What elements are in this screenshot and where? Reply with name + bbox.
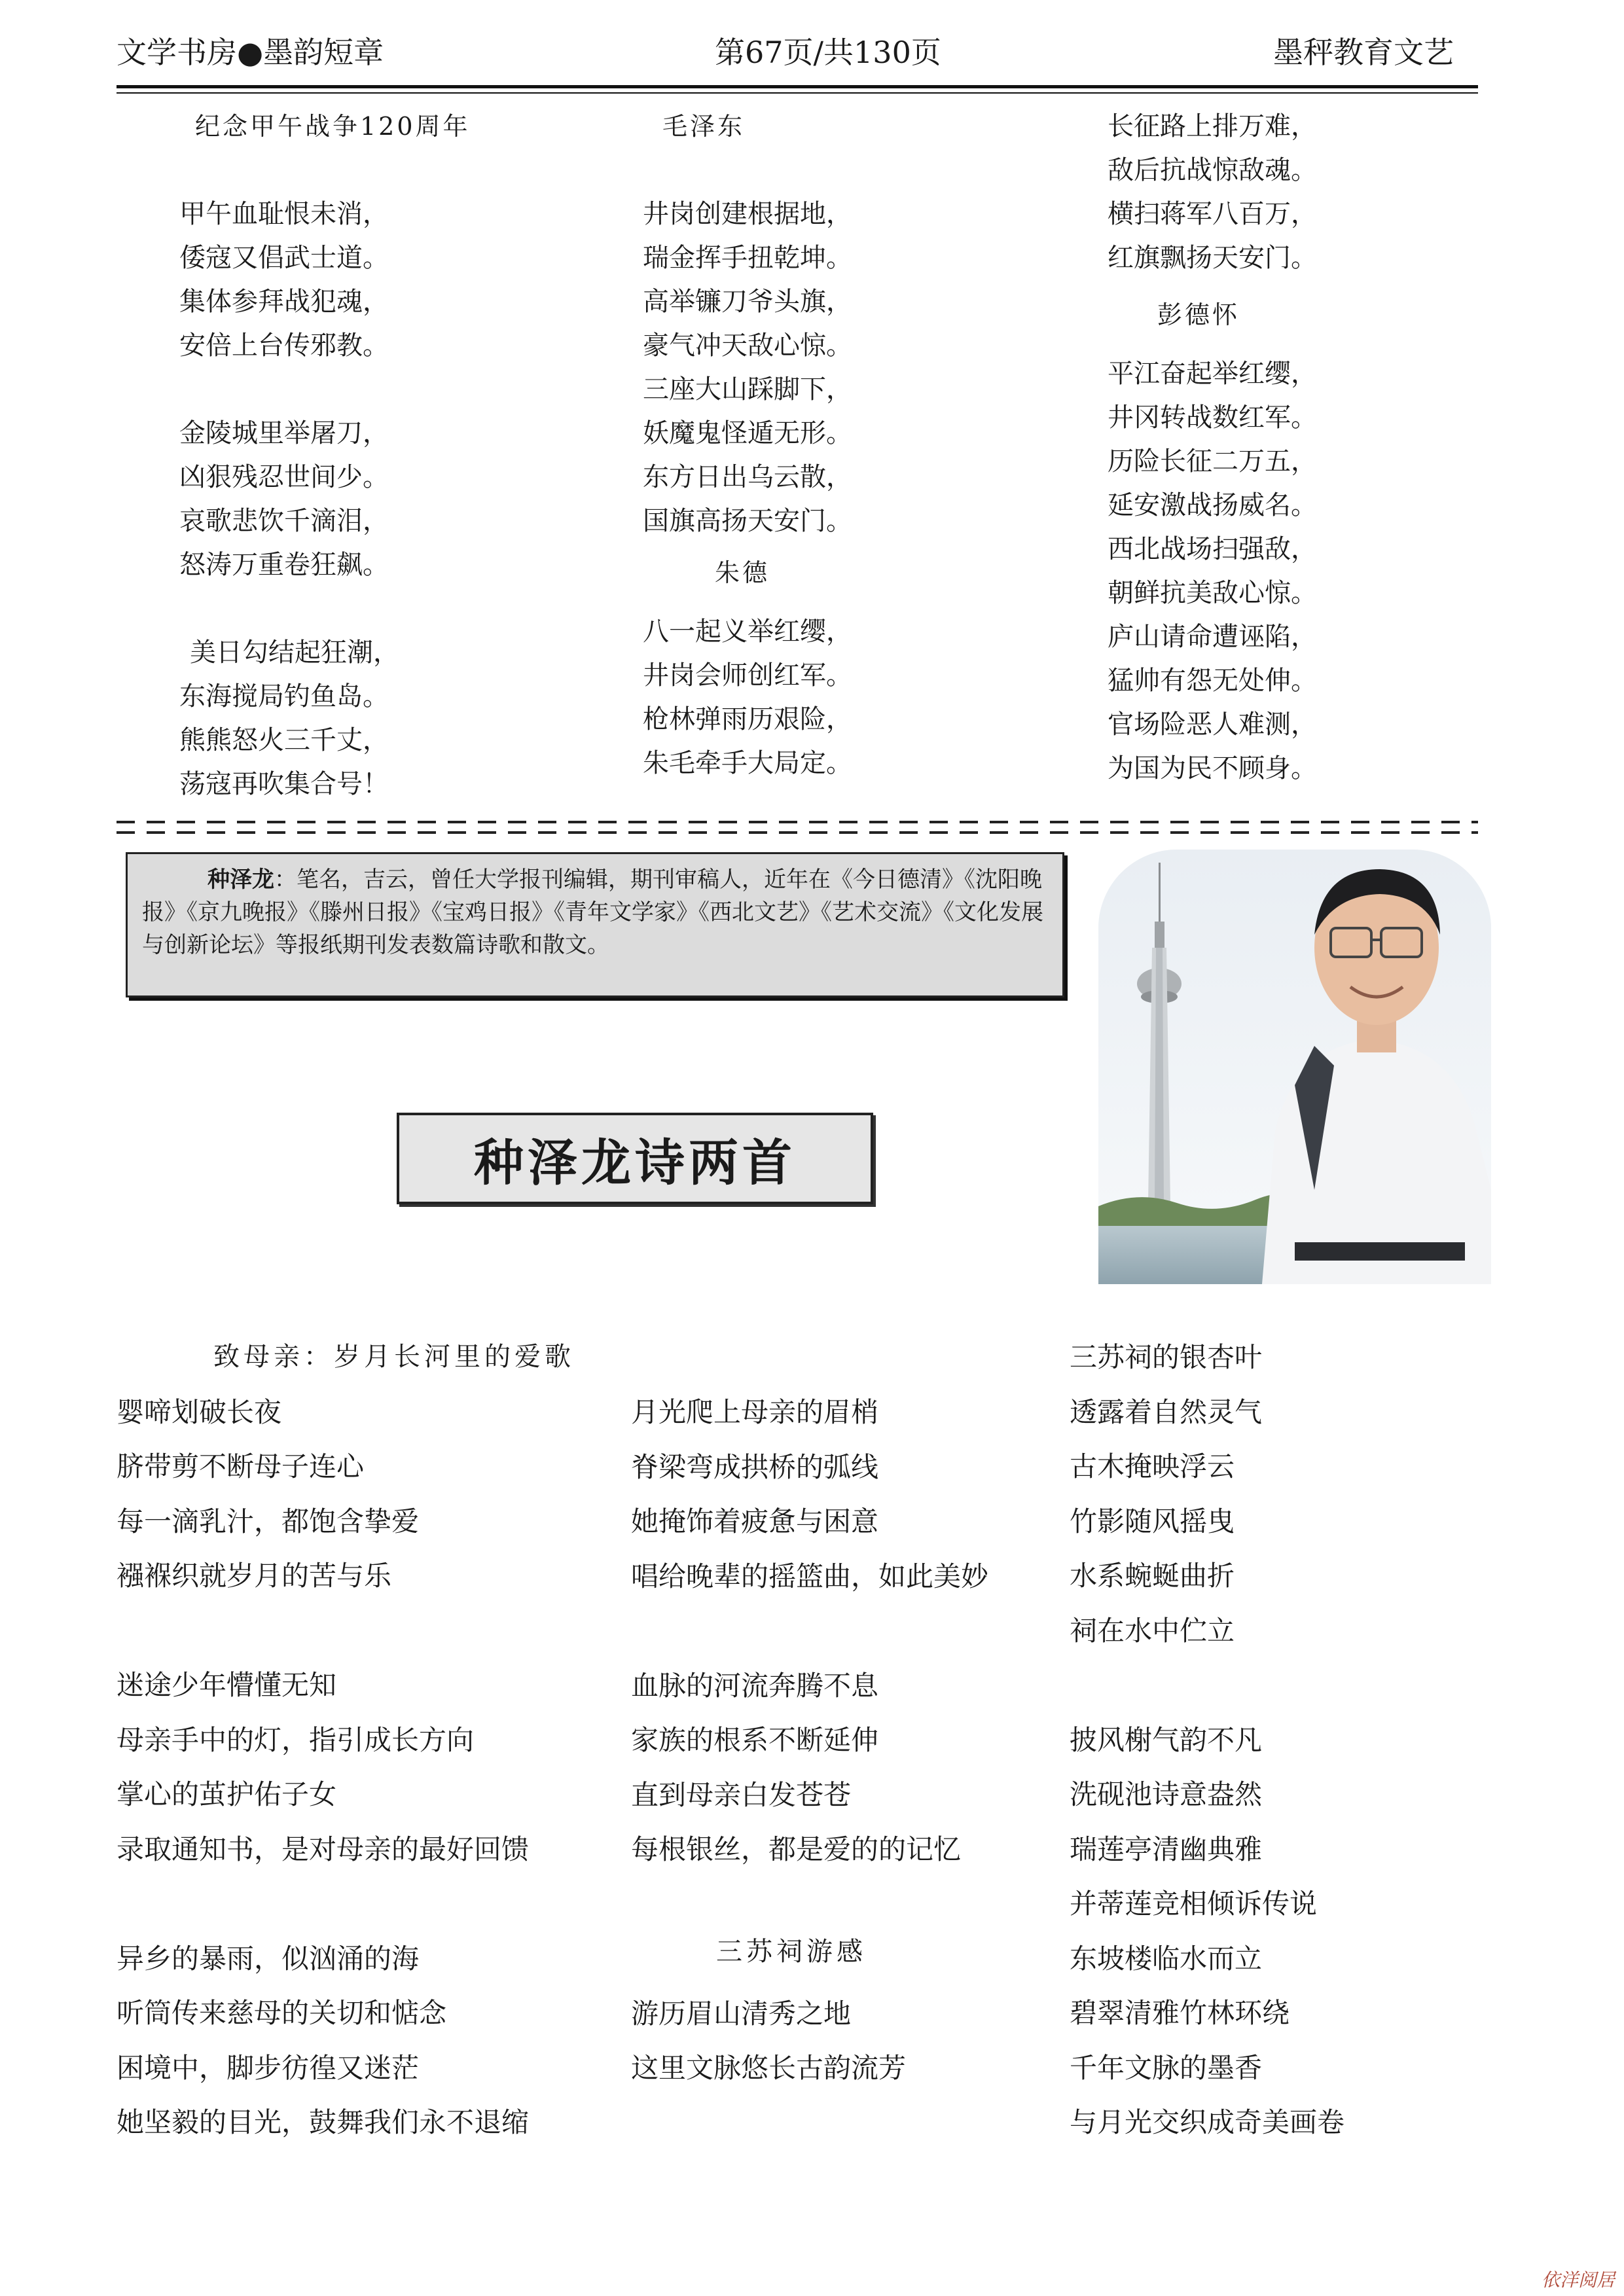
publication-name: 墨秤教育文艺	[1273, 35, 1454, 70]
page-number: 第67页/共130页	[715, 35, 941, 70]
signature-watermark: 依洋阅居	[1541, 2269, 1615, 2291]
poem-line: 横扫蒋军八百万，	[1108, 199, 1317, 229]
poem-line: 甲午血耻恨未消，	[179, 199, 389, 229]
poem-line: 安倍上台传邪教。	[179, 331, 389, 361]
poem-line: 掌心的茧护佑子女	[117, 1778, 337, 1810]
poem-title: 毛泽东	[662, 112, 746, 141]
poem-line: 八一起义举红缨，	[643, 617, 852, 647]
poem-line: 三苏祠的银杏叶	[1070, 1341, 1263, 1373]
poem-line: 透露着自然灵气	[1070, 1395, 1263, 1428]
author-photo-image	[1098, 850, 1491, 1284]
poem-line: 迷途少年懵懂无知	[117, 1669, 337, 1701]
poem-line: 朝鲜抗美敌心惊。	[1108, 578, 1317, 608]
poem-line: 平江奋起举红缨，	[1108, 359, 1317, 389]
poem-maozedong	[643, 105, 852, 785]
poem-line: 听筒传来慈母的关切和惦念	[117, 1997, 447, 2029]
poem-line: 洗砚池诗意盎然	[1070, 1778, 1263, 1810]
poem-line: 熊熊怒火三千丈，	[179, 725, 389, 755]
poem-line: 妖魔鬼怪遁无形。	[643, 418, 852, 448]
poem-line: 与月光交织成奇美画卷	[1070, 2106, 1345, 2138]
poem-line: 井冈转战数红军。	[1108, 403, 1317, 433]
author-photo	[1098, 850, 1491, 1284]
poem-jiawu	[179, 105, 471, 806]
poem-title: 致母亲：岁月长河里的爱歌	[213, 1342, 575, 1372]
poem-line: 千年文脉的墨香	[1070, 2051, 1263, 2084]
poem-line: 西北战场扫强敌，	[1108, 534, 1317, 564]
poem-line: 东坡楼临水而立	[1070, 1942, 1263, 1975]
feature-title: 种泽龙诗两首	[397, 1113, 873, 1204]
poem-line: 长征路上排万难，	[1108, 111, 1317, 141]
poem-line: 祠在水中伫立	[1070, 1614, 1235, 1647]
poem-line: 脊梁弯成拱桥的弧线	[631, 1450, 879, 1483]
poem-line: 高举镰刀爷头旗，	[643, 287, 852, 317]
poem-line: 水系蜿蜒曲折	[1070, 1560, 1235, 1592]
header-rule-thick	[117, 85, 1478, 88]
poem-title-zhude: 朱德	[715, 558, 770, 587]
poem-line: 并蒂莲竞相倾诉传说	[1070, 1888, 1318, 1920]
author-bio-text: ：笔名，吉云，曾任大学报刊编辑，期刊审稿人，近年在《今日德清》《沈阳晚报》《京九晚报》《滕州日报》《宝鸡日报》《青年文学家》《西北文艺》《艺术交流》《文化发展与创新论坛》等报纸期刊发表数篇诗歌和散文。	[142, 867, 1043, 958]
poem-line: 瑞莲亭清幽典雅	[1070, 1833, 1263, 1865]
poem-line: 脐带剪不断母子连心	[117, 1450, 365, 1482]
poem-line: 她掩饰着疲惫与困意	[631, 1505, 879, 1537]
poem-line: 三座大山踩脚下，	[643, 374, 852, 404]
dashed-divider-bottom	[117, 831, 1478, 834]
poem-line: 东方日出乌云散，	[643, 462, 852, 492]
poem-line: 唱给晚辈的摇篮曲，如此美妙	[631, 1560, 989, 1592]
poem-sansuci-cont	[1070, 1330, 1344, 2150]
poem-line: 井岗创建根据地，	[643, 199, 852, 229]
poem-title-sansuci: 三苏祠游感	[716, 1937, 867, 1967]
poem-line: 怒涛万重卷狂飙。	[179, 550, 389, 580]
poem-line: 庐山请命遭诬陷，	[1108, 622, 1317, 652]
poem-line: 美日勾结起狂潮，	[190, 637, 399, 668]
poem-line: 荡寇再吹集合号！	[179, 769, 389, 799]
poem-line: 猛帅有怨无处伸。	[1108, 666, 1317, 696]
poem-line: 异乡的暴雨，似汹涌的海	[117, 1942, 420, 1975]
poem-line: 襁褓织就岁月的苦与乐	[117, 1560, 392, 1592]
poem-line: 倭寇又倡武士道。	[179, 243, 389, 273]
poem-line: 每一滴乳汁，都饱含挚爱	[117, 1505, 420, 1537]
poem-line: 直到母亲白发苍苍	[631, 1778, 852, 1811]
poem-line: 这里文脉悠长古韵流芳	[631, 2052, 907, 2084]
author-bio-box	[126, 852, 1064, 997]
poem-line: 豪气冲天敌心惊。	[643, 331, 852, 361]
poem-line: 母亲手中的灯，指引成长方向	[117, 1723, 475, 1756]
poem-line: 婴啼划破长夜	[117, 1395, 282, 1428]
poem-title: 彭德怀	[1157, 300, 1240, 329]
poem-line: 历险长征二万五，	[1108, 446, 1317, 476]
author-name: 种泽龙	[208, 867, 274, 893]
poem-line: 集体参拜战犯魂，	[179, 287, 389, 317]
header-rule-thin	[117, 92, 1478, 94]
header-section-label: 文学书房●墨韵短章	[117, 35, 384, 70]
poem-line: 延安激战扬威名。	[1108, 490, 1317, 520]
poem-line: 朱毛牵手大局定。	[643, 748, 852, 778]
poem-pengdehuai	[1108, 105, 1317, 791]
poem-line: 国旗高扬天安门。	[643, 506, 852, 536]
dashed-divider-top	[117, 821, 1478, 823]
poem-line: 井岗会师创红军。	[643, 660, 852, 691]
poem-line: 枪林弹雨历艰险，	[643, 704, 852, 734]
poem-line: 红旗飘扬天安门。	[1108, 243, 1317, 273]
poem-line: 游历眉山清秀之地	[631, 1997, 852, 2030]
poem-line: 为国为民不顾身。	[1108, 753, 1317, 783]
poem-line: 敌后抗战惊敌魂。	[1108, 155, 1317, 185]
poem-line: 金陵城里举屠刀，	[179, 418, 389, 448]
poem-line: 碧翠清雅竹林环绕	[1070, 1997, 1290, 2029]
poem-line: 月光爬上母亲的眉梢	[631, 1396, 879, 1428]
poem-line: 录取通知书，是对母亲的最好回馈	[117, 1833, 530, 1865]
poem-line: 古木掩映浮云	[1070, 1450, 1235, 1482]
poem-title: 纪念甲午战争120周年	[195, 112, 471, 141]
poem-line: 凶狠残忍世间少。	[179, 462, 389, 492]
poem-line: 她坚毅的目光，鼓舞我们永不退缩	[117, 2106, 530, 2138]
poem-line: 哀歌悲饮千滴泪，	[179, 506, 389, 536]
poem-to-mother	[117, 1330, 575, 2150]
poem-line: 每根银丝，都是爱的的记忆	[631, 1833, 962, 1865]
poem-line: 东海搅局钓鱼岛。	[179, 681, 389, 711]
poem-line: 瑞金挥手扭乾坤。	[643, 243, 852, 273]
poem-line: 官场险恶人难测，	[1108, 709, 1317, 740]
poem-line: 竹影随风摇曳	[1070, 1505, 1235, 1537]
poem-line: 血脉的河流奔腾不息	[631, 1669, 879, 1702]
poem-line: 家族的根系不断延伸	[631, 1724, 879, 1756]
poem-line: 披风榭气韵不凡	[1070, 1723, 1263, 1756]
poem-line: 困境中，脚步彷徨又迷茫	[117, 2051, 420, 2084]
poem-to-mother-cont	[631, 1385, 988, 2096]
